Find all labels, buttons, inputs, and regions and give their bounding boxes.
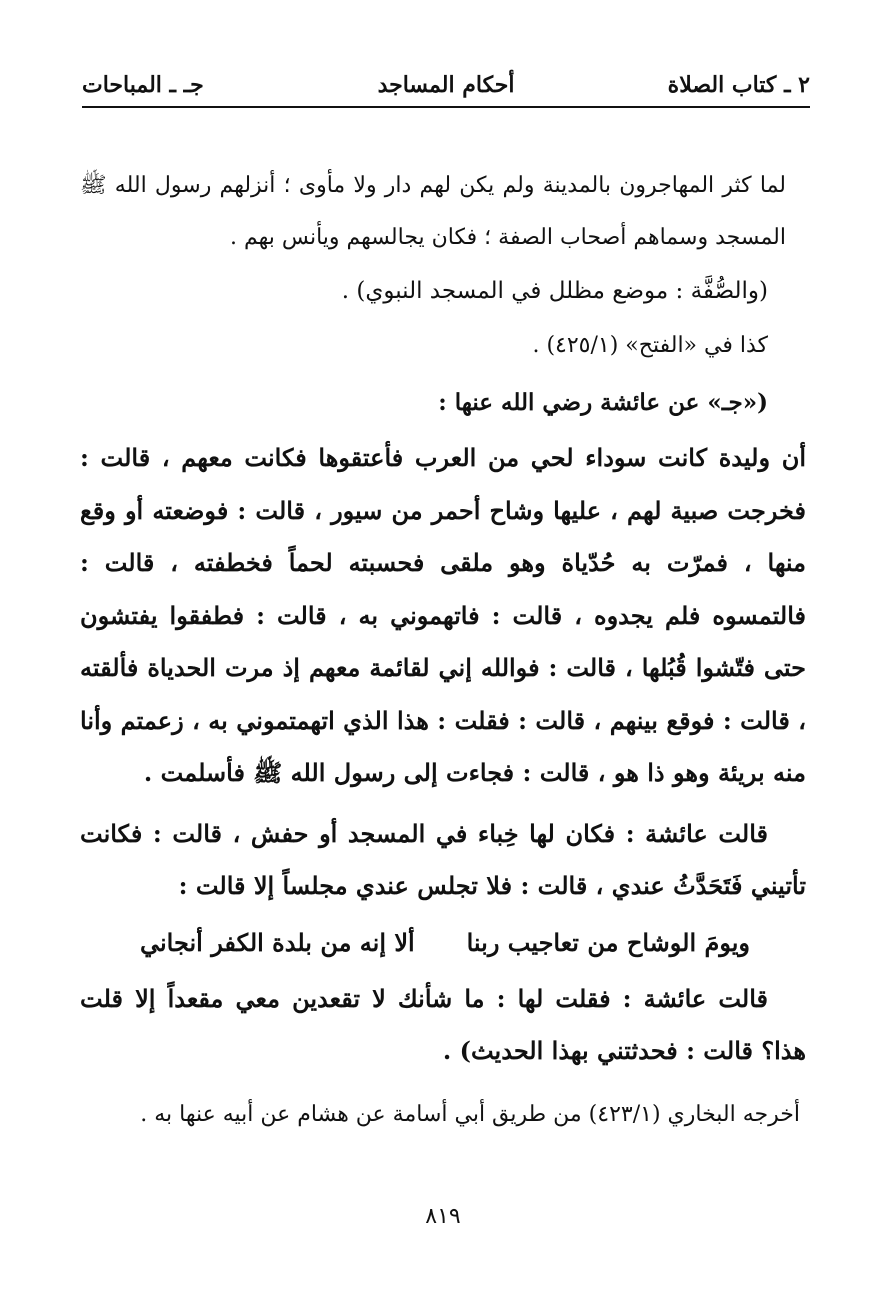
poetry-verse [80,913,806,973]
closing-paragraph: قالت عائشة : فقلت لها : ما شأنك لا تقعدين معي مقعداً إلا قلت هذا؟ قالت : فحدثتني بهذا الحديث) . [80,983,806,1065]
header-chapter: ٢ ـ كتاب الصلاة [667,72,810,98]
page-body [80,160,806,1146]
page-number: ٨١٩ [425,1204,461,1229]
header-title: أحكام المساجد [377,72,515,98]
definition-note: (والصُّفَّة : موضع مظلل في المسجد النبوي) . [341,278,768,304]
verse-second-hemistich: ألا إنه من بلدة الكفر أنجاني [140,927,415,957]
verse-first-hemistich: ويومَ الوشاح من تعاجيب ربنا [466,927,750,957]
hadith-paragraph: أن وليدة كانت سوداء لحي من العرب فأعتقوها فكانت معهم ، قالت : فخرجت صبية لهم ، عليها وشاح أحمر من سيور ، قالت : فوضعته أو وقع منها ، فمرّت به حُدّياة وهو ملقى فحسبته لحماً فخطفته ، قالت : فالتمسوه فلم يجدوه ، قالت : فاتهموني به ، قالت : فطفقوا يفتشون حتى فتّشوا قُبُلها ، قالت : فوالله إني لقائمة معهم إذ مرت الحدياة فألقته ، قالت : فوقع بينهم ، قالت : فقلت : هذا الذي اتهمتموني به ، زعمتم وأنا منه بريئة وهو ذا هو ، قالت : فجاءت إلى رسول الله ﷺ فأسلمت . [80,443,806,787]
running-header [82,66,810,108]
narration-paragraph: قالت عائشة : فكان لها خِباء في المسجد أو حفش ، قالت : فكانت تأتيني فَتَحَدَّثُ عندي ، قالت : فلا تجلس عندي مجلساً إلا قالت : [80,818,806,900]
source-attribution: أخرجه البخاري (٤٢٣/١) من طريق أبي أسامة عن هشام عن أبيه عنها به . [140,1101,800,1127]
intro-paragraph: لما كثر المهاجرون بالمدينة ولم يكن لهم دار ولا مأوى ؛ أنزلهم رسول الله ﷺ المسجد وسماهم أصحاب الصفة ؛ فكان يجالسهم ويأنس بهم . [80,173,786,250]
header-section: جـ ـ المباحات [82,72,204,98]
section-heading: («جـ» عن عائشة رضي الله عنها : [438,389,768,416]
reference-citation: كذا في «الفتح» (٤٢٥/١) . [532,333,768,358]
